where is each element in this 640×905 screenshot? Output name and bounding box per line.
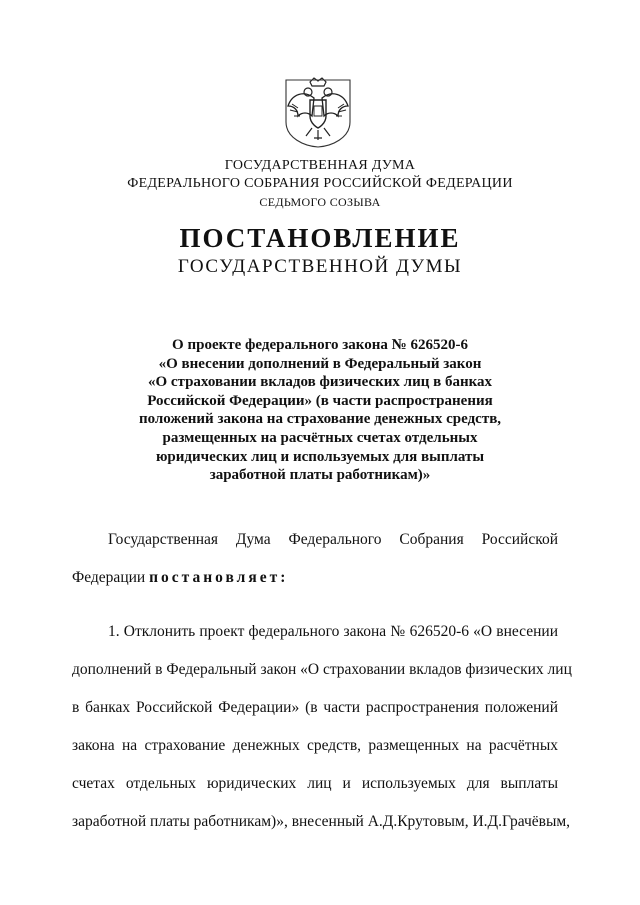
subject-line: размещенных на расчётных счетах отдельных <box>162 429 478 446</box>
subject-line: Российской Федерации» (в части распространения <box>147 392 493 409</box>
subject-line: заработной платы работникам)» <box>209 467 431 484</box>
subject-line: О проекте федерального закона № 626520-6 <box>172 337 468 353</box>
subject-line: «О внесении дополнений в Федеральный закон <box>158 355 482 372</box>
clause-1-paragraph <box>72 613 572 841</box>
subject-line: «О страховании вкладов физических лиц в банках <box>147 374 493 391</box>
preamble-line: Государственная Дума Федерального Собрания Российской <box>108 531 558 548</box>
clause-line: в банках Российской Федерации» (в части распространения положений <box>72 699 558 716</box>
document-subject <box>100 336 540 485</box>
preamble-paragraph <box>72 521 558 597</box>
preamble-line <box>72 559 558 597</box>
subject-line: положений закона на страхование денежных средств, <box>138 411 502 428</box>
clause-line: заработной платы работникам)», внесенный А.Д.Крутовым, И.Д.Грачёвым, <box>72 813 571 830</box>
clause-line: закона на страхование денежных средств, размещенных на расчётных <box>72 737 558 754</box>
coat-of-arms-emblem <box>284 76 352 148</box>
header-line-2: ФЕДЕРАЛЬНОГО СОБРАНИЯ РОССИЙСКОЙ ФЕДЕРАЦИИ <box>127 176 513 191</box>
preamble-text: Федерации <box>72 569 150 586</box>
clause-line: дополнений в Федеральный закон «О страховании вкладов физических лиц <box>72 661 572 678</box>
clause-line: 1. Отклонить проект федерального закона № 626520-6 «О внесении <box>108 623 558 640</box>
subject-line: юридических лиц и используемых для выплаты <box>155 448 485 465</box>
header-line-3: СЕДЬМОГО СОЗЫВА <box>259 195 381 209</box>
clause-line: счетах отдельных юридических лиц и используемых для выплаты <box>72 775 558 792</box>
resolves-word: постановляет: <box>149 569 289 586</box>
header-line-1: ГОСУДАРСТВЕННАЯ ДУМА <box>224 158 416 173</box>
document-subtitle: ГОСУДАРСТВЕННОЙ ДУМЫ <box>177 256 463 277</box>
document-title: ПОСТАНОВЛЕНИЕ <box>179 223 461 253</box>
